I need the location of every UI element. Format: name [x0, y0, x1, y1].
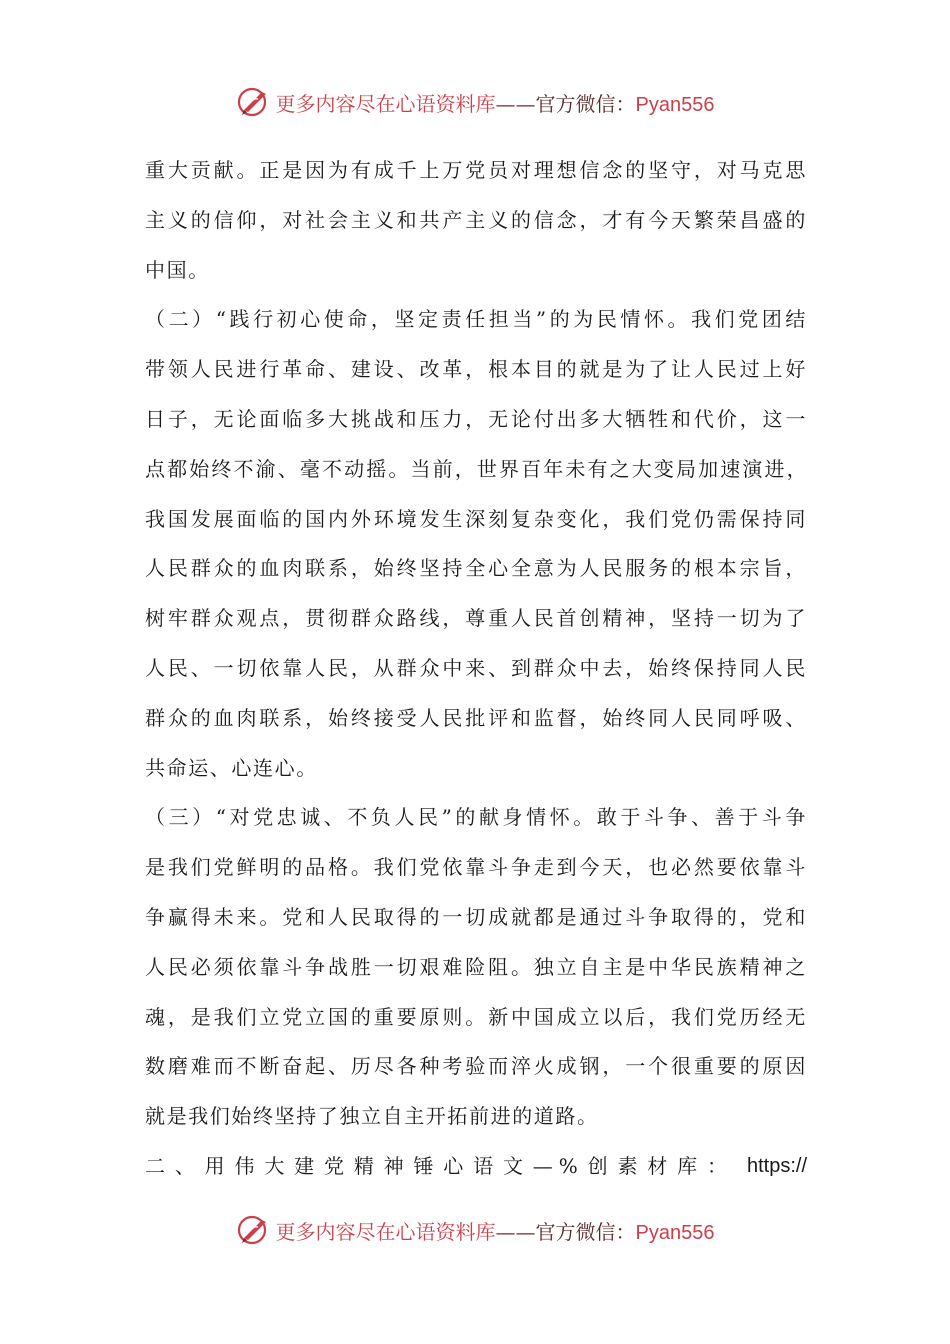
document-body [145, 146, 807, 1192]
body-line: 重大贡献。正是因为有成千上万党员对理想信念的坚守，对马克思 [145, 158, 807, 182]
section-heading-url[interactable]: https:// [746, 1154, 807, 1177]
body-line: 数磨难而不断奋起、历尽各种考验而淬火成钢，一个很重要的原因 [145, 1054, 807, 1079]
body-line: 中国。 [145, 257, 210, 282]
body-line: 我国发展面临的国内外环境发生深刻复杂变化，我们党仍需保持同 [145, 506, 807, 531]
body-line: 树牢群众观点，贯彻群众路线，尊重人民首创精神，坚持一切为了 [145, 606, 807, 631]
body-line: 人民、一切依靠人民，从群众中来、到群众中去，始终保持同人民 [145, 655, 807, 680]
body-line: 人民群众的血肉联系，始终坚持全心全意为人民服务的根本宗旨， [145, 556, 807, 581]
section-heading [145, 1142, 807, 1192]
footer-watermark-text [276, 1216, 715, 1245]
body-line: 点都始终不渝、毫不动摇。当前，世界百年未有之大变局加速演进， [145, 456, 807, 481]
footer-wechat-id: Pyan556 [635, 1221, 715, 1244]
footer-brand: 更多内容尽在心语资料库 [275, 1219, 496, 1244]
header-dash: —— [495, 91, 536, 116]
body-line: 人民必须依靠斗争战胜一切艰难险阻。独立自主是中华民族精神之 [145, 954, 807, 979]
body-line: 带领人民进行革命、建设、改革，根本目的就是为了让人民过上好 [145, 357, 807, 382]
body-line: 魂，是我们立党立国的重要原则。新中国成立以后，我们党历经无 [145, 1004, 807, 1029]
body-line: 主义的信仰，对社会主义和共产主义的信念，才有今天繁荣昌盛的 [145, 207, 807, 232]
body-line: 日子，无论面临多大挑战和压力，无论付出多大牺牲和代价，这一 [145, 406, 807, 431]
body-line: （三）“对党忠诚、不负人民”的献身情怀。敢于斗争、善于斗争 [145, 805, 807, 830]
header-watermark-text [276, 88, 715, 117]
body-line: 是我们党鲜明的品格。我们党依靠斗争走到今天，也必然要依靠斗 [145, 855, 807, 880]
header-wechat-id: Pyan556 [635, 93, 715, 116]
body-line: 共命运、心连心。 [145, 755, 318, 780]
header-watermark-banner [0, 80, 950, 124]
body-line: 争赢得未来。党和人民取得的一切成就都是通过斗争取得的，党和 [145, 904, 807, 929]
pen-logo-icon [236, 84, 272, 120]
body-line: 群众的血肉联系，始终接受人民批评和监督，始终同人民同呼吸、 [145, 705, 807, 730]
body-line: 就是我们始终坚持了独立自主开拓前进的道路。 [145, 1104, 599, 1129]
body-line: （二）“践行初心使命，坚定责任担当”的为民情怀。我们党团结 [145, 307, 807, 332]
section-heading-text: 二、用伟大建党精神锤心语文—%创素材库： [145, 1153, 733, 1178]
header-official-label: 官方微信： [535, 91, 636, 116]
header-brand: 更多内容尽在心语资料库 [275, 91, 496, 116]
footer-watermark-banner [0, 1208, 950, 1252]
footer-official-label: 官方微信： [535, 1219, 636, 1244]
footer-dash: —— [495, 1219, 536, 1244]
pen-logo-icon [236, 1212, 272, 1248]
